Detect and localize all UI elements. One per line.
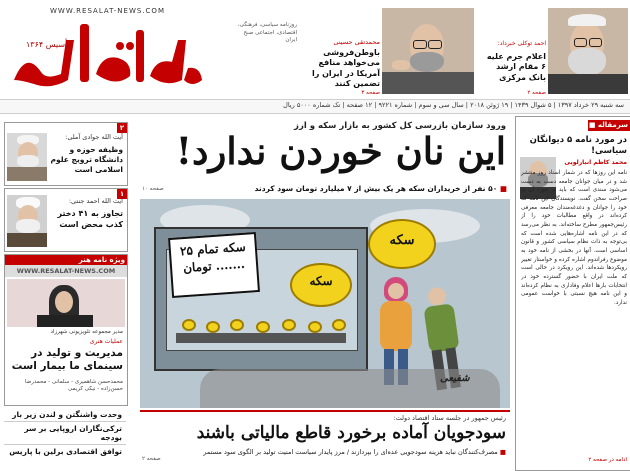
right-headline-title[interactable]: اعلام جرم علیه ۶ مقام ارشد بانک مرکزی [486, 52, 546, 82]
date-strip [0, 99, 630, 114]
editorial-body: نامه این روزها که در شمار اسناد روز منتشر شد و در میان جوانان جامعه دست به دست می‌شود سندی است که باید در مورد آن به صراحت سخن گفت. نویسندگان این نامه که خود را جوانان و دغدغه‌مندان جامعه معرفی کرده‌اند در واقع مطالبات خود را از رئیس‌جمهور مطرح ساخته‌اند. به نظر می‌رسد که در این نامه اشاره‌هایی شده است که بی‌توجه به ذات نظام سیاسی کشور و قانون اساسی است. آنها در بخشی از نامه خود به موضوع رفراندوم اشاره کرده و خواستار تغییر رویکردها شده‌اند. این رویکرد در حالی است که ملت ایران با حضور گسترده خود در انتخابات بارها اعلام وفاداری به نظام کرده‌اند و این نامه هیچ نسبتی با خواست عمومی ندارد. [521, 170, 627, 306]
supplement-photo [7, 279, 125, 327]
editorial-continued[interactable]: ادامه در صفحه ۲ [588, 457, 627, 463]
price-tag-text: سکه تمام ۲۵ ....... تومان [179, 239, 247, 275]
bottom-page: صفحه ۲ [142, 456, 161, 462]
left-news-item-2[interactable] [4, 188, 128, 252]
supplement-title: مدیریت و تولید در سینمای ما بیمار است [11, 347, 123, 373]
masthead [0, 0, 630, 96]
supplement-caption: مدیر مجموعه تلویزیونی شهرزاد [50, 329, 123, 335]
issue-date-line: سه شنبه ۲۹ خرداد ۱۳۹۷ | ۵ شوال ۱۴۳۹ | ۱۹ ژوئن ۲۰۱۸ | سال سی و سوم | شماره ۹۲۲۱ | ۱۲ صفحه | تک شماره ۵۰۰۰ ریال [283, 101, 624, 109]
left-link-list [4, 408, 126, 458]
main-subhead-text: ۵۰ نفر از خریداران سکه هر یک بیش از ۷ میلیارد تومان سود کردند [254, 184, 498, 193]
center-headline-title[interactable]: باوطن‌فروشی می‌خواهد منافع آمریکا در ایران را تضمین کنند [311, 48, 380, 89]
left-news-item-1[interactable] [4, 122, 128, 186]
editorial-tag: سرمقاله ■ [588, 120, 630, 131]
site-url[interactable]: WWW.RESALAT-NEWS.COM [50, 7, 165, 15]
news-photo [7, 195, 47, 247]
center-headline-page: صفحه ۳ [361, 90, 380, 96]
item-number-badge: ۱ [117, 189, 127, 199]
editorial-title[interactable]: در مورد نامه ۵ دیوانگان سیاسی! [529, 135, 627, 157]
supplement-tag: ویژه نامه هنر [5, 255, 127, 265]
coin-label: سکه [389, 233, 415, 248]
right-headline-author: احمد توکلی خبرداد: [497, 40, 546, 47]
left-link-item[interactable]: توافق اقتصادی برلین با پاریس [9, 447, 122, 456]
cartoonist-signature: شفیعی [440, 373, 470, 384]
left-column [0, 116, 131, 469]
square-bullet-icon: ■ [499, 184, 507, 193]
news-title: تجاوز به ۴۱ دختر کذب محض است [57, 209, 123, 229]
editorial-byline: محمد کاظم انبارلویی [564, 159, 627, 166]
newspaper-logo [6, 10, 206, 92]
editorial-cartoon [140, 199, 510, 408]
main-headline[interactable]: این نان خوردن ندارد! [175, 129, 506, 173]
center-blurb: روزنامه سیاسی، فرهنگی، اقتصادی، اجتماعی صبح ایران [237, 22, 297, 44]
logo-calligraphy [6, 10, 206, 92]
supplement-banner: WWW.RESALAT-NEWS.COM [5, 265, 127, 277]
left-link-item[interactable]: وحدت واشنگتن و لندن زیر بار [4, 408, 126, 422]
left-link-item[interactable]: ترکی‌نگاران اروپایی بر سر بودجه [4, 422, 126, 445]
supplement-authors: محمدحسن شاهمیری - سلمانی - محمدرضا حسن‌زاده - نیکی کریمی [24, 379, 123, 393]
logo-ornament: ۱۳۶۴ تأسیس [26, 40, 70, 49]
editorial-column [515, 116, 630, 471]
news-kicker: آیت الله احمد جنتی: [68, 197, 123, 205]
editorial-tag-label: سرمقاله [597, 121, 628, 129]
coin-price-tag [168, 232, 260, 298]
right-headline-photo [548, 8, 628, 94]
item-number-badge: ۲ [117, 123, 127, 133]
main-kicker: ورود سازمان بازرسی کل کشور به بازار سکه و ارز [294, 121, 506, 131]
coin-label: سکه [309, 274, 333, 288]
center-headline-author: محمدتقی حسینی [333, 38, 380, 46]
bottom-story[interactable] [140, 410, 510, 468]
main-subhead [145, 184, 507, 193]
right-headline-page: صفحه ۲ [527, 90, 546, 96]
center-headline-photo [382, 8, 474, 94]
bottom-sub-text: مصرف‌کنندگان نباید هزینه سودجویی عده‌ای را بپردازند / مرز پایدار سیاست امنیت تولید بر الگوی سود مستمر [203, 448, 498, 456]
bottom-kicker: رئیس جمهور در جلسه ستاد اقتصاد دولت: [393, 414, 506, 422]
news-title: وظیفه حوزه و دانشگاه ترویج علوم اسلامی است [50, 145, 123, 175]
art-supplement-box[interactable] [4, 254, 128, 406]
bottom-headline: سودجویان آماده برخورد قاطع مالیاتی باشند [196, 423, 506, 443]
news-photo [7, 133, 47, 181]
coin-icon [368, 219, 436, 269]
bottom-sub [144, 448, 506, 456]
main-subhead-page: صفحه ۱۰ [142, 186, 164, 192]
supplement-kicker: عملیات هنری [89, 338, 123, 345]
coin-icon [290, 263, 352, 307]
news-kicker: آیت الله جوادی آملی: [65, 133, 123, 141]
square-bullet-icon: ■ [499, 448, 506, 456]
